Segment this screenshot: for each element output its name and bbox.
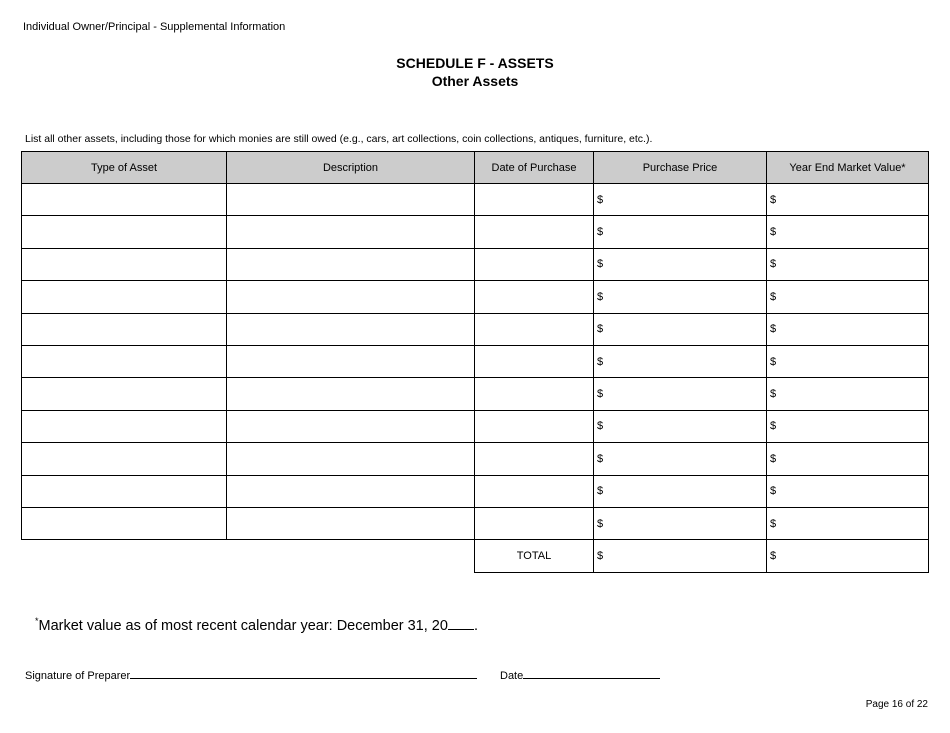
schedule-subtitle: Other Assets <box>431 73 519 89</box>
date-field[interactable] <box>523 666 660 679</box>
signature-date <box>500 666 660 682</box>
total-row-spacer <box>22 540 475 572</box>
table-row <box>22 184 929 216</box>
purchase-date-cell[interactable] <box>475 313 594 345</box>
purchase-date-cell[interactable] <box>475 507 594 539</box>
purchase-price-cell[interactable]: $ <box>594 475 767 507</box>
footnote-end: . <box>473 618 478 634</box>
column-header: Date of Purchase <box>475 152 594 184</box>
description-cell[interactable] <box>227 378 475 410</box>
purchase-date-cell[interactable] <box>475 475 594 507</box>
total-purchase-price-cell[interactable]: $ <box>594 540 767 572</box>
asset-type-cell[interactable] <box>22 345 227 377</box>
table-row <box>22 281 929 313</box>
description-cell[interactable] <box>227 345 475 377</box>
purchase-price-cell[interactable]: $ <box>594 281 767 313</box>
asset-type-cell[interactable] <box>22 507 227 539</box>
market-value-cell[interactable]: $ <box>767 281 929 313</box>
signature-label: Signature of Preparer <box>25 670 131 682</box>
asset-type-cell[interactable] <box>22 313 227 345</box>
signature-field[interactable] <box>130 666 477 679</box>
purchase-price-cell[interactable]: $ <box>594 345 767 377</box>
asset-type-cell[interactable] <box>22 248 227 280</box>
page-number: Page 16 of 22 <box>865 699 928 710</box>
asset-type-cell[interactable] <box>22 184 227 216</box>
header-note: Individual Owner/Principal - Supplemental Information <box>23 21 286 33</box>
purchase-date-cell[interactable] <box>475 216 594 248</box>
purchase-price-cell[interactable]: $ <box>594 313 767 345</box>
page-title <box>0 54 950 90</box>
instructions-text: List all other assets, including those for which monies are still owed (e.g., cars, art collections, coin collections, antiques, furniture, etc.). <box>25 133 653 145</box>
table-row <box>22 216 929 248</box>
purchase-date-cell[interactable] <box>475 443 594 475</box>
table-row <box>22 378 929 410</box>
table-row <box>22 507 929 539</box>
total-label: TOTAL <box>475 540 594 572</box>
market-value-cell[interactable]: $ <box>767 184 929 216</box>
purchase-price-cell[interactable]: $ <box>594 443 767 475</box>
purchase-price-cell[interactable]: $ <box>594 410 767 442</box>
description-cell[interactable] <box>227 248 475 280</box>
market-value-cell[interactable]: $ <box>767 507 929 539</box>
purchase-price-cell[interactable]: $ <box>594 216 767 248</box>
purchase-date-cell[interactable] <box>475 410 594 442</box>
table-row <box>22 410 929 442</box>
market-value-cell[interactable]: $ <box>767 443 929 475</box>
market-value-cell[interactable]: $ <box>767 410 929 442</box>
purchase-price-cell[interactable]: $ <box>594 184 767 216</box>
description-cell[interactable] <box>227 281 475 313</box>
table-row <box>22 248 929 280</box>
year-blank[interactable] <box>448 614 474 630</box>
column-header: Purchase Price <box>594 152 767 184</box>
column-header: Description <box>227 152 475 184</box>
asset-type-cell[interactable] <box>22 443 227 475</box>
asset-type-cell[interactable] <box>22 216 227 248</box>
asset-type-cell[interactable] <box>22 281 227 313</box>
purchase-date-cell[interactable] <box>475 345 594 377</box>
purchase-price-cell[interactable]: $ <box>594 378 767 410</box>
footnote-marker: * <box>35 616 39 626</box>
asset-type-cell[interactable] <box>22 410 227 442</box>
description-cell[interactable] <box>227 443 475 475</box>
asset-type-cell[interactable] <box>22 475 227 507</box>
total-row <box>22 540 929 572</box>
purchase-price-cell[interactable]: $ <box>594 248 767 280</box>
purchase-price-cell[interactable]: $ <box>594 507 767 539</box>
table-row <box>22 443 929 475</box>
table-row <box>22 475 929 507</box>
description-cell[interactable] <box>227 410 475 442</box>
purchase-date-cell[interactable] <box>475 248 594 280</box>
description-cell[interactable] <box>227 184 475 216</box>
date-label: Date <box>500 670 524 682</box>
purchase-date-cell[interactable] <box>475 281 594 313</box>
description-cell[interactable] <box>227 475 475 507</box>
total-market-value-cell[interactable]: $ <box>767 540 929 572</box>
footnote-text: Market value as of most recent calendar year: December 31, 20 <box>38 618 448 634</box>
schedule-title: SCHEDULE F - ASSETS <box>396 55 554 71</box>
description-cell[interactable] <box>227 313 475 345</box>
table-header-row <box>22 152 929 184</box>
market-value-cell[interactable]: $ <box>767 216 929 248</box>
preparer-signature <box>25 666 477 682</box>
column-header: Year End Market Value* <box>767 152 929 184</box>
purchase-date-cell[interactable] <box>475 378 594 410</box>
description-cell[interactable] <box>227 216 475 248</box>
description-cell[interactable] <box>227 507 475 539</box>
market-value-footnote <box>35 614 478 634</box>
market-value-cell[interactable]: $ <box>767 378 929 410</box>
purchase-date-cell[interactable] <box>475 184 594 216</box>
asset-type-cell[interactable] <box>22 378 227 410</box>
market-value-cell[interactable]: $ <box>767 313 929 345</box>
market-value-cell[interactable]: $ <box>767 248 929 280</box>
table-row <box>22 345 929 377</box>
table-row <box>22 313 929 345</box>
market-value-cell[interactable]: $ <box>767 475 929 507</box>
assets-table <box>21 151 929 573</box>
column-header: Type of Asset <box>22 152 227 184</box>
market-value-cell[interactable]: $ <box>767 345 929 377</box>
